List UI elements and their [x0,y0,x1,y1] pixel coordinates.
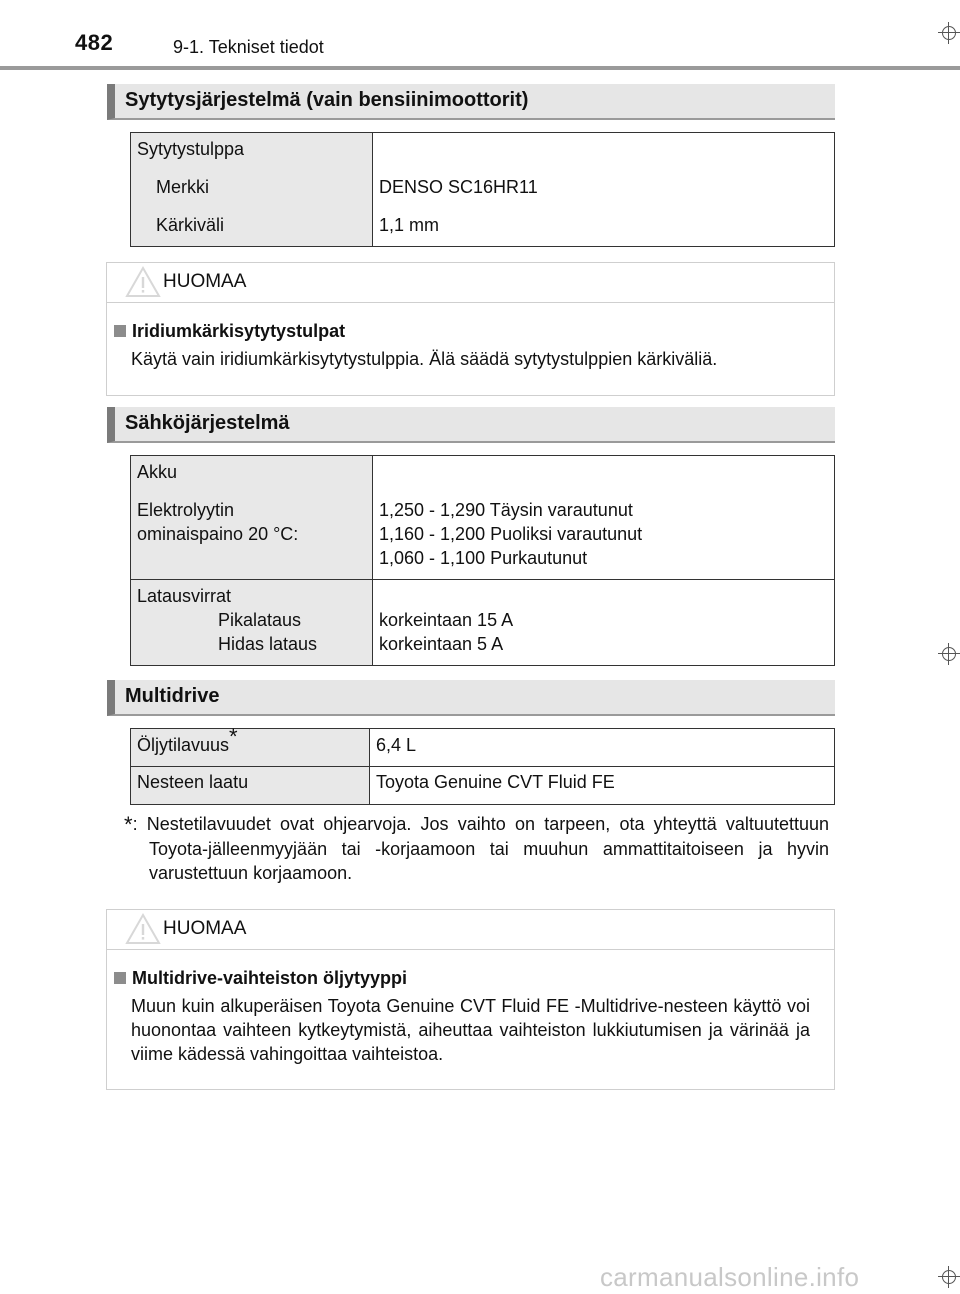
multidrive-spec-table [130,724,835,805]
charge-label-cell [131,580,373,666]
spark-plug-gap-value: 1,1 mm [379,215,440,235]
square-bullet-icon [114,325,126,337]
fast-charge-label: Pikalataus [218,610,302,630]
spark-plug-value-cell [373,133,835,247]
notice-body [107,950,834,1066]
slow-charge-value: korkeintaan 5 A [379,634,504,654]
notice-box-spark-plugs [106,262,835,396]
square-bullet-icon [114,972,126,984]
notice-text: Käytä vain iridiumkärkisytytystulppia. Älä säädä sytytystulppien kärkiväliä. [131,349,718,369]
spark-plug-gap-label: Kärkiväli [156,215,225,235]
electrical-spec-table [130,455,835,666]
capacity-label-cell [131,724,370,767]
capacity-label: Öljytilavuus [137,735,230,755]
gravity-value-half: 1,160 - 1,200 Puoliksi varautunut [379,524,643,544]
site-watermark: carmanualsonline.info [600,1262,860,1292]
section-multidrive-title: Multidrive [125,685,220,707]
charge-value-cell [373,580,835,666]
footnote [124,812,829,885]
notice-title [114,966,810,990]
capacity-footnote-star: * [229,724,238,749]
notice-body [107,303,834,371]
section-ignition-title: Sytytysjärjestelmä (vain bensiinimoottorit) [125,89,529,111]
fluid-label-cell [131,767,370,805]
crop-mark-bottom-right [938,1266,960,1288]
notice-title [114,319,810,343]
spark-plug-group-label: Sytytystulppa [137,139,245,159]
gravity-label-line-1: Elektrolyytin [137,500,235,520]
section-electrical-title: Sähköjärjestelmä [125,412,290,434]
crop-mark-mid-right [938,643,960,665]
section-ignition-heading [107,84,835,120]
ignition-spec-table [130,132,835,247]
warning-triangle-icon [125,265,161,299]
notice-box-multidrive-oil [106,909,835,1090]
capacity-value-cell [370,729,835,767]
spark-plug-brand-value: DENSO SC16HR11 [379,177,538,197]
notice-label: HUOMAA [163,271,247,292]
notice-title-text: Multidrive-vaihteiston öljytyyppi [132,968,408,988]
battery-label: Akku [137,462,178,482]
gravity-label-line-2: ominaispaino 20 °C: [137,524,299,544]
fluid-value-cell [370,767,835,805]
gravity-value-cell [373,456,835,580]
battery-label-cell [131,456,373,580]
gravity-value-empty: 1,060 - 1,100 Purkautunut [379,548,588,568]
notice-text: Muun kuin alkuperäisen Toyota Genuine CVT Fluid FE -Multidrive-nesteen käyttö voi huonontaa vaihteen kytkeytymistä, aiheuttaa vaihteiston lukkiutumisen ja värinää ja viime kädessä vahingoittaa vaihteistoa. [131,996,810,1064]
crop-mark-top-right [938,22,960,44]
section-multidrive-heading [107,680,835,716]
notice-title-text: Iridiumkärkisytytystulpat [132,321,346,341]
capacity-value: 6,4 L [376,735,417,755]
footnote-star: * [124,812,133,837]
warning-triangle-icon [125,912,161,946]
slow-charge-label: Hidas lataus [218,634,318,654]
charge-label: Latausvirrat [137,586,232,606]
fluid-value: Toyota Genuine CVT Fluid FE [376,772,615,792]
fluid-label: Nesteen laatu [137,772,249,792]
header-rule [0,66,960,70]
spark-plug-label-cell [131,133,373,247]
page-number: 482 [75,30,114,55]
notice-label: HUOMAA [163,918,247,939]
fast-charge-value: korkeintaan 15 A [379,610,514,630]
notice-header [107,263,834,303]
notice-header [107,910,834,950]
chapter-title: 9-1. Tekniset tiedot [173,37,324,57]
gravity-value-full: 1,250 - 1,290 Täysin varautunut [379,500,633,520]
footnote-text: : Nestetilavuudet ovat ohjearvoja. Jos vaihto on tarpeen, ota yhteyttä valtuutettuun Toyota-jälleenmyyjään tai -korjaamoon tai muuhun ammattitaitoiseen ja hyvin varustettuun korjaamoon. [132,814,829,883]
section-electrical-heading [107,407,835,443]
spark-plug-brand-label: Merkki [156,177,209,197]
